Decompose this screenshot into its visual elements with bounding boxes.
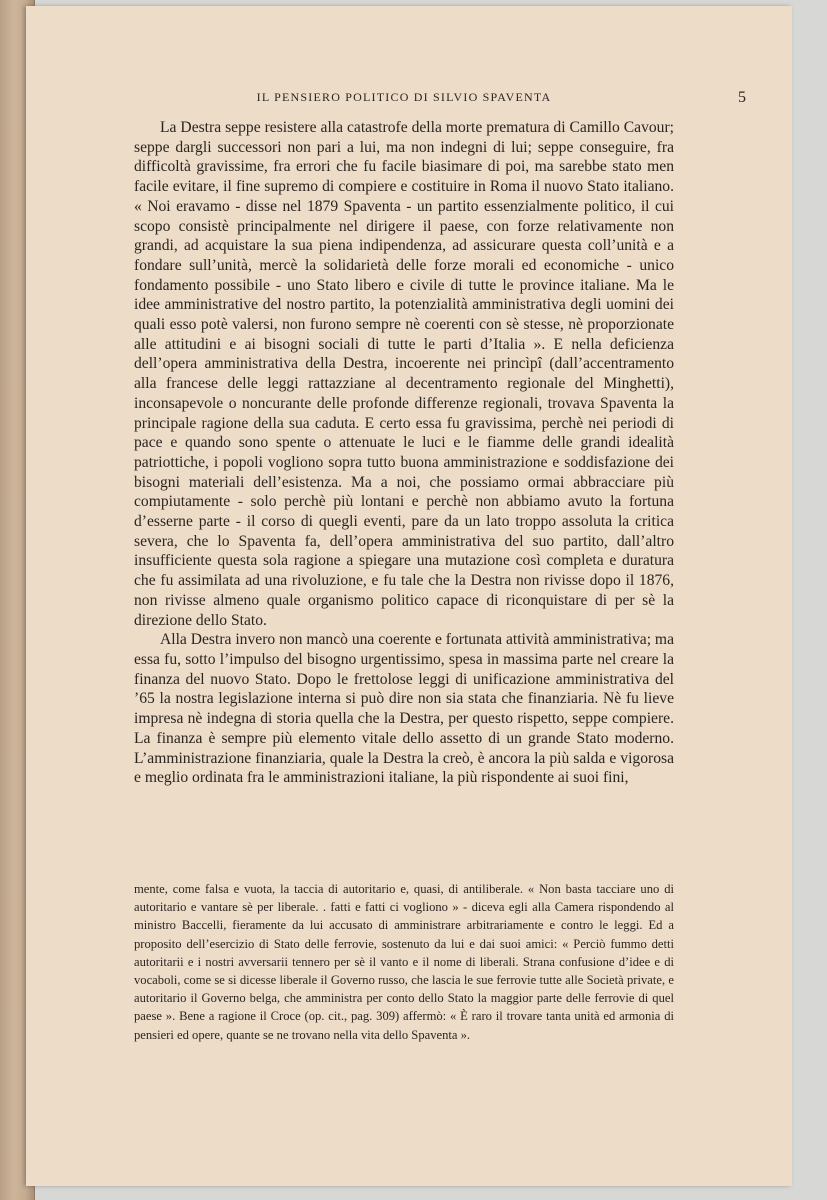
running-title: IL PENSIERO POLITICO DI SILVIO SPAVENTA [256, 90, 552, 104]
page-number: 5 [738, 89, 746, 106]
paragraph-1: La Destra seppe resistere alla catastrofe della morte prematura di Camillo Cavour; seppe dargli successori non pari a lui, ma non indegni di lui; seppe conseguire, fra difficoltà gravissime, fra errori che fu facile biasimare di poi, ma sarebbe stato men facile evitare, il fine supremo di compiere e costituire in Roma il nuovo Stato italiano. « Noi eravamo - disse nel 1879 Spaventa - un partito essenzialmente politico, il cui scopo consistè principalmente nel dirigere il paese, con forze relativamente non grandi, ad acquistare la sua piena indipendenza, ad assicurare questa coll’unità e a fondare sull’unità, mercè la solidarietà delle forze morali ed economiche - unico fondamento possibile - uno Stato libero e civile di tutte le province italiane. Ma le idee amministrative del nostro partito, la potenzialità amministrativa degli uomini dei quali esso potè valersi, non furono sempre nè coerenti con sè stesse, nè proporzionate alle attitudini e ai bisogni sociali di tutte le parti d’Italia ». E nella deficienza dell’opera amministrativa della Destra, incoerente nei princìpî (dall’accentramento alla francese delle leggi rattazziane al decentramento regionale del Minghetti), inconsapevole o noncurante delle profonde differenze regionali, trovava Spaventa la principale ragione della sua caduta. E certo essa fu gravissima, perchè nei periodi di pace e quando sono spente o attenuate le luci e le fiamme delle grandi idealità patriottiche, i popoli vogliono sopra tutto buona amministrazione e soddisfazione dei bisogni materiali dell’esistenza. Ma a noi, che possiamo ormai abbracciare più compiutamente - solo perchè più lontani e perchè non abbiamo avuto la fortuna d’esserne parte - il corso di quegli eventi, pare da un lato troppo assoluta la critica severa, che lo Spaventa fa, dell’opera amministrativa del suo partito, dall’altro insufficiente questa sola ragione a spiegare una mutazione così completa e duratura che fu assimilata ad una rivoluzione, e fu tale che la Destra non rivisse dopo il 1876, non rivisse almeno quale organismo politico capace di riconquistare di per sè la direzione dello Stato. [134, 119, 674, 629]
footnote: mente, come falsa e vuota, la taccia di autoritario e, quasi, di antiliberale. « Non basta tacciare uno di autoritario e vantare sè per liberale. . fatti e fatti ci vogliono » - diceva egli alla Camera rispondendo al ministro Baccelli, fieramente da lui accusato di amministrare arbitrariamente e contro le leggi. Ed a proposito dell’esercizio di Stato delle ferrovie, sostenuto da lui e dai suoi amici: « Perciò fummo detti autoritarii e i nostri avversarii tennero per sè il vanto e il nome di liberali. Strana confusione d’idee e di vocaboli, come se si dicesse liberale il Governo russo, che lascia le sue ferrovie tutte alle Società private, e autoritario il Governo belga, che amministra per conto dello Stato la maggior parte delle ferrovie di quel paese ». Bene a ragione il Croce (op. cit., pag. 309) affermò: « È raro il trovare tanta unità ed armonia di pensieri ed opere, quante se ne trovano nella vita dello Spaventa ». [134, 882, 674, 1042]
main-text [134, 118, 674, 788]
book-page [26, 6, 792, 1186]
paragraph-2: Alla Destra invero non mancò una coerente e fortunata attività amministrativa; ma essa fu, sotto l’impulso del bisogno urgentissimo, spesa in massima parte nel creare la finanza del nuovo Stato. Dopo le frettolose leggi di unificazione amministrativa del ’65 la nostra legislazione interna si può dire non sia stata che finanziaria. Nè fu lieve impresa nè indegna di storia quella che la Destra, per questo rispetto, seppe compiere. La finanza è sempre più elemento vitale dello assetto di un grande Stato moderno. L’amministrazione finanziaria, quale la Destra la creò, è ancora la più salda e vigorosa e meglio ordinata fra le amministrazioni italiane, la più rispondente ai suoi fini, [134, 631, 674, 787]
